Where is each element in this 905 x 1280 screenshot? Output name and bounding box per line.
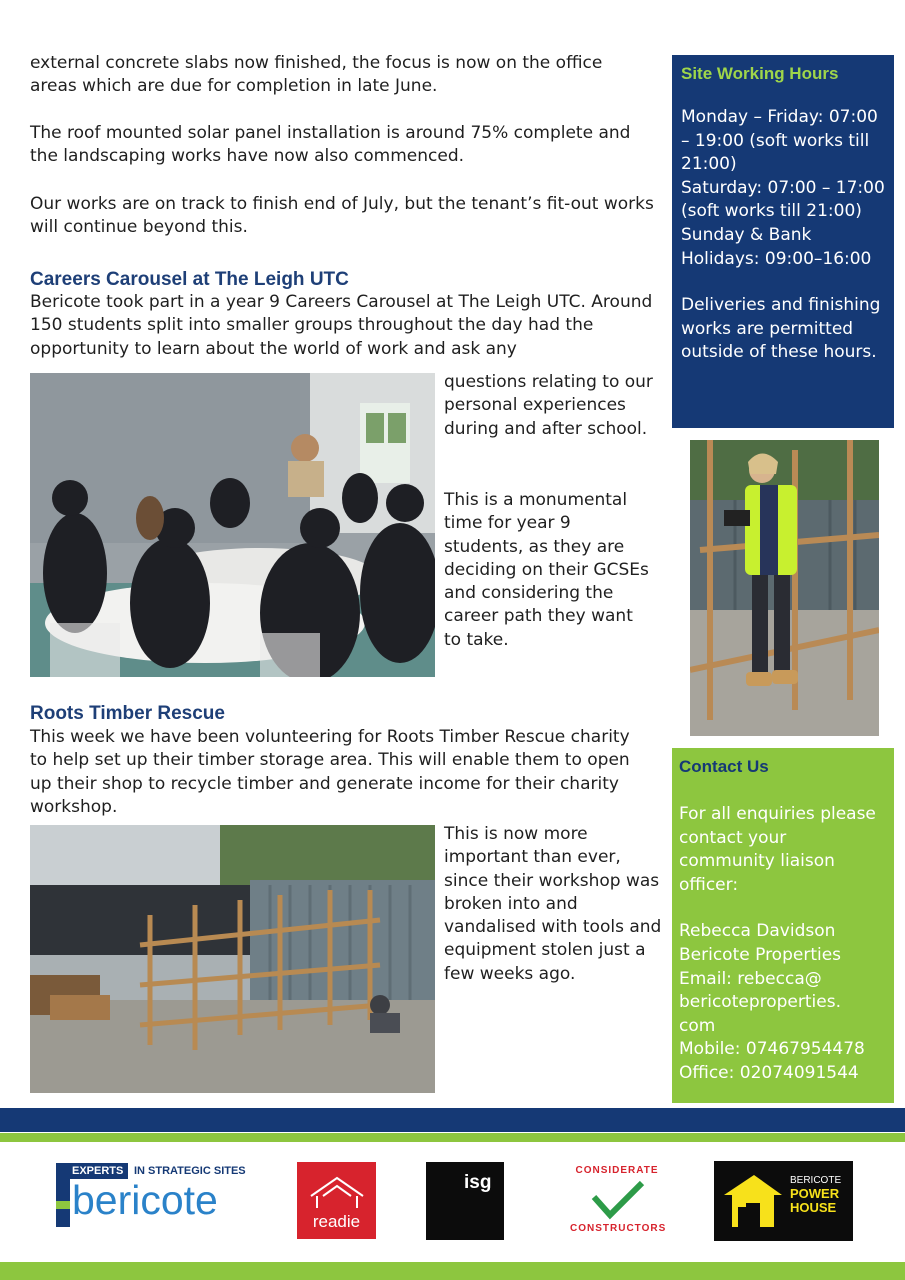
contact-company: Bericote Properties <box>679 944 842 965</box>
contact-us-box <box>672 748 894 1103</box>
bericote-tag-strategic: IN STRATEGIC SITES <box>134 1165 246 1177</box>
footer-navy-bar <box>0 1108 905 1132</box>
isg-logo <box>426 1162 504 1240</box>
timber-yard-photo <box>30 825 435 1093</box>
intro-paragraph-2: The roof mounted solar panel installation is around 75% complete and the landscaping works have now also commenced. <box>30 123 631 167</box>
roots-heading: Roots Timber Rescue <box>30 703 225 724</box>
roots-paragraph-2: This is now more important than ever, since their workshop was broken into and vandalised with tools and equipment stolen just a few weeks ago. <box>444 824 662 984</box>
intro-paragraph-3: Our works are on track to finish end of July, but the tenant’s fit-out works will continue beyond this. <box>30 194 654 238</box>
readie-house-icon <box>297 1168 376 1218</box>
careers-paragraph-2: questions relating to our personal experiences during and after school. <box>444 372 653 439</box>
contact-intro: For all enquiries please contact your community liaison officer: <box>679 804 876 895</box>
contact-mobile: Mobile: 07467954478 <box>679 1039 865 1060</box>
contact-office: Office: 02074091544 <box>679 1062 859 1083</box>
intro-paragraph-1: external concrete slabs now finished, the focus is now on the office areas which are due for completion in late June. <box>30 53 603 97</box>
powerhouse-arrow-icon <box>724 1173 784 1229</box>
careers-paragraph-3: This is a monumental time for year 9 students, as they are deciding on their GCSEs and considering the career path they want to take. <box>444 490 649 650</box>
footer-green-bottom-bar <box>0 1262 905 1280</box>
isg-wordmark: isg <box>464 1172 492 1193</box>
hours-deliveries: Deliveries and finishing works are permitted outside of these hours. <box>681 295 881 363</box>
ccs-bottom-text: CONSTRUCTORS <box>570 1223 667 1234</box>
site-working-hours-box <box>672 55 894 428</box>
footer-green-stripe <box>0 1133 905 1142</box>
contact-us-title: Contact Us <box>679 757 769 776</box>
contact-email-line-1[interactable]: Email: rebecca@ <box>679 968 822 989</box>
contact-email-line-2[interactable]: bericoteproperties. <box>679 992 841 1013</box>
classroom-photo-illustration <box>30 373 435 677</box>
contact-name: Rebecca Davidson <box>679 921 836 942</box>
bericote-wordmark: bericote <box>72 1177 218 1223</box>
roots-paragraph-1: This week we have been volunteering for Roots Timber Rescue charity to help set up their timber storage area. This will enable them to open up their shop to recycle timber and generate income for their charity workshop. <box>30 727 630 817</box>
readie-logo <box>297 1162 376 1239</box>
contact-email-line-3[interactable]: com <box>679 1015 716 1036</box>
careers-classroom-photo <box>30 373 435 677</box>
volunteer-photo <box>690 440 879 736</box>
powerhouse-text-3: HOUSE <box>790 1200 837 1215</box>
hours-saturday: Saturday: 07:00 – 17:00 (soft works till 21:00) <box>681 177 885 222</box>
considerate-constructors-logo <box>560 1163 672 1239</box>
bericote-logo <box>56 1163 246 1227</box>
careers-heading: Careers Carousel at The Leigh UTC <box>30 269 349 290</box>
site-working-hours-title: Site Working Hours <box>681 64 839 83</box>
bericote-powerhouse-logo <box>714 1161 853 1241</box>
volunteer-photo-illustration <box>690 440 879 736</box>
ccs-top-text: CONSIDERATE <box>575 1165 659 1176</box>
hours-weekdays: Monday – Friday: 07:00 – 19:00 (soft works till 21:00) <box>681 107 878 175</box>
powerhouse-text-1: BERICOTE <box>790 1175 842 1186</box>
hours-sunday: Sunday & Bank Holidays: 09:00–16:00 <box>681 224 872 269</box>
bericote-tag-experts: EXPERTS <box>72 1165 124 1177</box>
timber-yard-illustration <box>30 825 435 1093</box>
powerhouse-text-2: POWER <box>790 1186 840 1201</box>
careers-paragraph-1: Bericote took part in a year 9 Careers Carousel at The Leigh UTC. Around 150 students split into smaller groups throughout the day had the opportunity to learn about the world of work and ask any <box>30 292 653 359</box>
readie-wordmark: readie <box>312 1212 361 1231</box>
